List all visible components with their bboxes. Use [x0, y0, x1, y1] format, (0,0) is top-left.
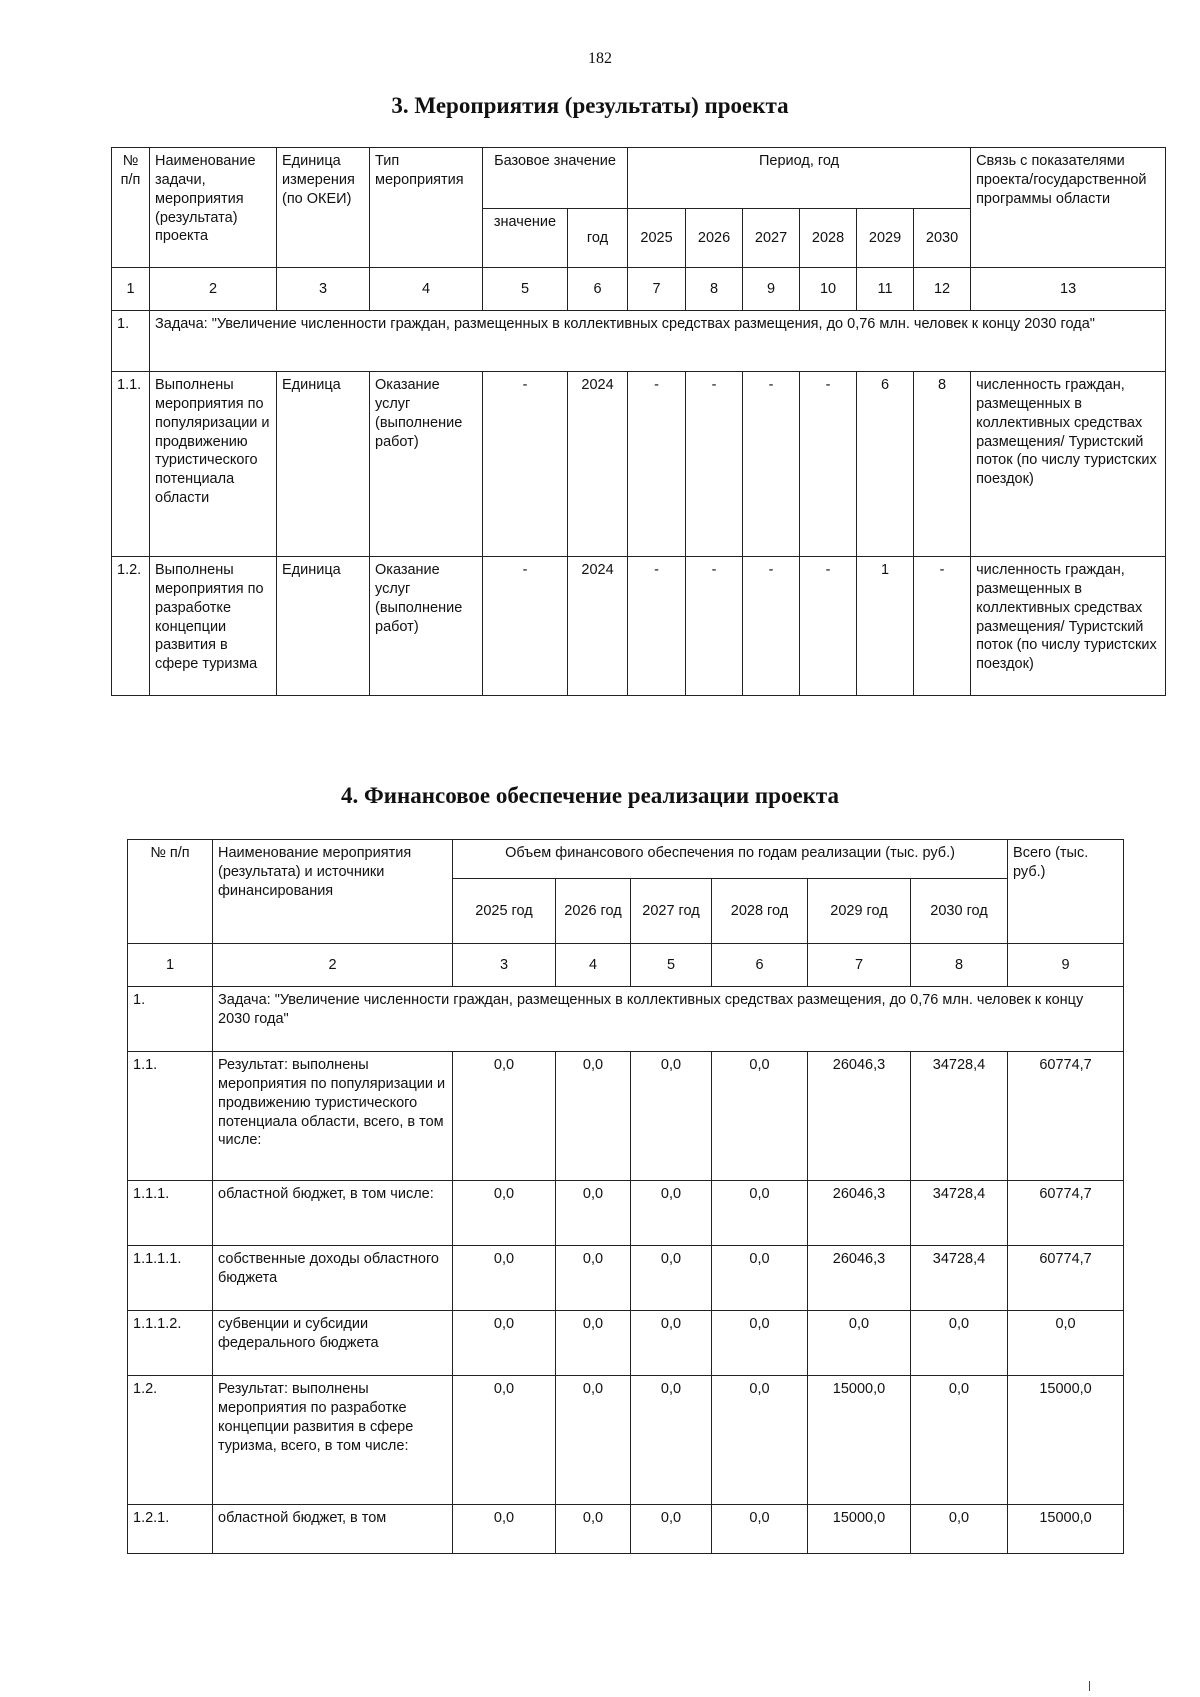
col-number: 4: [370, 268, 483, 311]
table-row: [128, 1311, 1124, 1376]
header-year-2026: 2026: [686, 209, 743, 268]
table4-column-numbers: [128, 944, 1124, 987]
row-value: 0,0: [556, 1052, 631, 1181]
header-total: Всего (тыс. руб.): [1008, 840, 1124, 944]
row-name: Выполнены мероприятия по разработке концепции развития в сфере туризма: [150, 557, 277, 696]
row-name: Результат: выполнены мероприятия по разработке концепции развития в сфере туризма, всего, в том числе:: [213, 1376, 453, 1505]
row-total: 60774,7: [1008, 1052, 1124, 1181]
col-number: 13: [971, 268, 1166, 311]
task-text: Задача: "Увеличение численности граждан, размещенных в коллективных средствах размещения, до 0,76 млн. человек к концу 2030 года": [213, 987, 1124, 1052]
header-name: Наименование мероприятия (результата) и источники финансирования: [213, 840, 453, 944]
row-unit: Единица: [277, 372, 370, 557]
row-type: Оказание услуг (выполнение работ): [370, 372, 483, 557]
col-number: 11: [857, 268, 914, 311]
col-number: 4: [556, 944, 631, 987]
row-value: 26046,3: [808, 1181, 911, 1246]
task-num: 1.: [128, 987, 213, 1052]
header-type: Тип мероприятия: [370, 148, 483, 268]
row-value: 0,0: [712, 1376, 808, 1505]
header-num: № п/п: [112, 148, 150, 268]
row-value: 0,0: [631, 1246, 712, 1311]
col-number: 8: [686, 268, 743, 311]
table-row: [112, 372, 1166, 557]
table-row: [112, 557, 1166, 696]
scan-mark: [1089, 1681, 1090, 1691]
row-name: субвенции и субсидии федерального бюджета: [213, 1311, 453, 1376]
row-value: 15000,0: [808, 1505, 911, 1554]
row-value: 0,0: [712, 1505, 808, 1554]
header-year-2025: 2025: [628, 209, 686, 268]
row-type: Оказание услуг (выполнение работ): [370, 557, 483, 696]
table3-column-numbers: [112, 268, 1166, 311]
row-value: 0,0: [631, 1181, 712, 1246]
row-value: 0,0: [911, 1376, 1008, 1505]
row-value: 0,0: [453, 1181, 556, 1246]
header-year: 2027 год: [631, 879, 712, 944]
row-value: 0,0: [453, 1505, 556, 1554]
col-number: 7: [628, 268, 686, 311]
row-year-value: 1: [857, 557, 914, 696]
col-number: 6: [712, 944, 808, 987]
row-num: 1.1.: [112, 372, 150, 557]
row-value: 26046,3: [808, 1246, 911, 1311]
table4-header-row-1: [128, 840, 1124, 879]
header-unit: Единица измерения (по ОКЕИ): [277, 148, 370, 268]
row-value: 0,0: [712, 1246, 808, 1311]
col-number: 5: [483, 268, 568, 311]
row-total: 0,0: [1008, 1311, 1124, 1376]
activities-table: [111, 147, 1166, 696]
row-year-value: -: [743, 557, 800, 696]
col-number: 12: [914, 268, 971, 311]
row-year-value: -: [800, 372, 857, 557]
header-year-2027: 2027: [743, 209, 800, 268]
row-num: 1.2.1.: [128, 1505, 213, 1554]
header-base: Базовое значение: [483, 148, 628, 209]
header-period: Период, год: [628, 148, 971, 209]
col-number: 2: [150, 268, 277, 311]
col-number: 9: [1008, 944, 1124, 987]
row-value: 0,0: [556, 1181, 631, 1246]
row-value: 0,0: [712, 1311, 808, 1376]
col-number: 1: [128, 944, 213, 987]
row-name: Результат: выполнены мероприятия по популяризации и продвижению туристического потенциала области, всего, в том числе:: [213, 1052, 453, 1181]
row-value: 0,0: [453, 1052, 556, 1181]
table3-task-row: [112, 311, 1166, 372]
header-year: 2029 год: [808, 879, 911, 944]
row-num: 1.1.1.1.: [128, 1246, 213, 1311]
row-base-value: -: [483, 372, 568, 557]
row-num: 1.2.: [112, 557, 150, 696]
col-number: 9: [743, 268, 800, 311]
table-row: [128, 1246, 1124, 1311]
section-4-title: 4. Финансовое обеспечение реализации проекта: [341, 783, 839, 808]
row-value: 34728,4: [911, 1181, 1008, 1246]
header-year: 2026 год: [556, 879, 631, 944]
header-year: 2025 год: [453, 879, 556, 944]
task-text: Задача: "Увеличение численности граждан, размещенных в коллективных средствах размещения, до 0,76 млн. человек к концу 2030 года": [150, 311, 1166, 372]
header-base-value: значение: [483, 209, 568, 268]
row-value: 0,0: [808, 1311, 911, 1376]
row-year-value: 8: [914, 372, 971, 557]
row-name: Выполнены мероприятия по популяризации и продвижению туристического потенциала области: [150, 372, 277, 557]
col-number: 3: [453, 944, 556, 987]
row-name: областной бюджет, в том: [213, 1505, 453, 1554]
section-3-title: 3. Мероприятия (результаты) проекта: [391, 93, 789, 118]
row-value: 0,0: [712, 1181, 808, 1246]
row-unit: Единица: [277, 557, 370, 696]
row-year-value: -: [686, 372, 743, 557]
row-value: 0,0: [712, 1052, 808, 1181]
row-value: 0,0: [556, 1376, 631, 1505]
row-value: 34728,4: [911, 1246, 1008, 1311]
row-value: 0,0: [631, 1052, 712, 1181]
col-number: 3: [277, 268, 370, 311]
header-volume: Объем финансового обеспечения по годам реализации (тыс. руб.): [453, 840, 1008, 879]
col-number: 5: [631, 944, 712, 987]
table3-header-row-1: [112, 148, 1166, 209]
financing-table: [127, 839, 1124, 1554]
row-value: 0,0: [453, 1246, 556, 1311]
page-number: 182: [588, 50, 612, 67]
row-year-value: 6: [857, 372, 914, 557]
row-link: численность граждан, размещенных в коллективных средствах размещения/ Туристский поток (по числу туристских поездок): [971, 372, 1166, 557]
row-name: областной бюджет, в том числе:: [213, 1181, 453, 1246]
row-year-value: -: [800, 557, 857, 696]
row-year-value: -: [686, 557, 743, 696]
row-value: 0,0: [453, 1311, 556, 1376]
row-total: 60774,7: [1008, 1181, 1124, 1246]
header-link: Связь с показателями проекта/государственной программы области: [971, 148, 1166, 268]
row-num: 1.1.1.2.: [128, 1311, 213, 1376]
row-value: 0,0: [556, 1311, 631, 1376]
table-row: [128, 1376, 1124, 1505]
row-num: 1.1.1.: [128, 1181, 213, 1246]
row-base-year: 2024: [568, 372, 628, 557]
task-num: 1.: [112, 311, 150, 372]
row-value: 0,0: [911, 1311, 1008, 1376]
row-total: 15000,0: [1008, 1505, 1124, 1554]
row-year-value: -: [628, 372, 686, 557]
header-base-year: год: [568, 209, 628, 268]
header-year-2029: 2029: [857, 209, 914, 268]
header-year: 2030 год: [911, 879, 1008, 944]
header-year: 2028 год: [712, 879, 808, 944]
header-name: Наименование задачи, мероприятия (результата) проекта: [150, 148, 277, 268]
row-value: 15000,0: [808, 1376, 911, 1505]
row-value: 0,0: [631, 1376, 712, 1505]
header-year-2030: 2030: [914, 209, 971, 268]
row-value: 0,0: [453, 1376, 556, 1505]
col-number: 6: [568, 268, 628, 311]
row-value: 34728,4: [911, 1052, 1008, 1181]
col-number: 10: [800, 268, 857, 311]
row-name: собственные доходы областного бюджета: [213, 1246, 453, 1311]
col-number: 1: [112, 268, 150, 311]
row-value: 0,0: [631, 1505, 712, 1554]
row-year-value: -: [914, 557, 971, 696]
col-number: 8: [911, 944, 1008, 987]
row-value: 0,0: [911, 1505, 1008, 1554]
row-num: 1.1.: [128, 1052, 213, 1181]
header-num: № п/п: [128, 840, 213, 944]
table-row: [128, 1052, 1124, 1181]
col-number: 2: [213, 944, 453, 987]
row-link: численность граждан, размещенных в коллективных средствах размещения/ Туристский поток (по числу туристских поездок): [971, 557, 1166, 696]
table-row: [128, 1181, 1124, 1246]
header-year-2028: 2028: [800, 209, 857, 268]
row-value: 0,0: [556, 1505, 631, 1554]
row-total: 15000,0: [1008, 1376, 1124, 1505]
row-year-value: -: [628, 557, 686, 696]
row-total: 60774,7: [1008, 1246, 1124, 1311]
col-number: 7: [808, 944, 911, 987]
row-value: 0,0: [556, 1246, 631, 1311]
row-year-value: -: [743, 372, 800, 557]
row-base-value: -: [483, 557, 568, 696]
row-base-year: 2024: [568, 557, 628, 696]
table4-task-row: [128, 987, 1124, 1052]
table-row: [128, 1505, 1124, 1554]
row-value: 26046,3: [808, 1052, 911, 1181]
row-value: 0,0: [631, 1311, 712, 1376]
row-num: 1.2.: [128, 1376, 213, 1505]
